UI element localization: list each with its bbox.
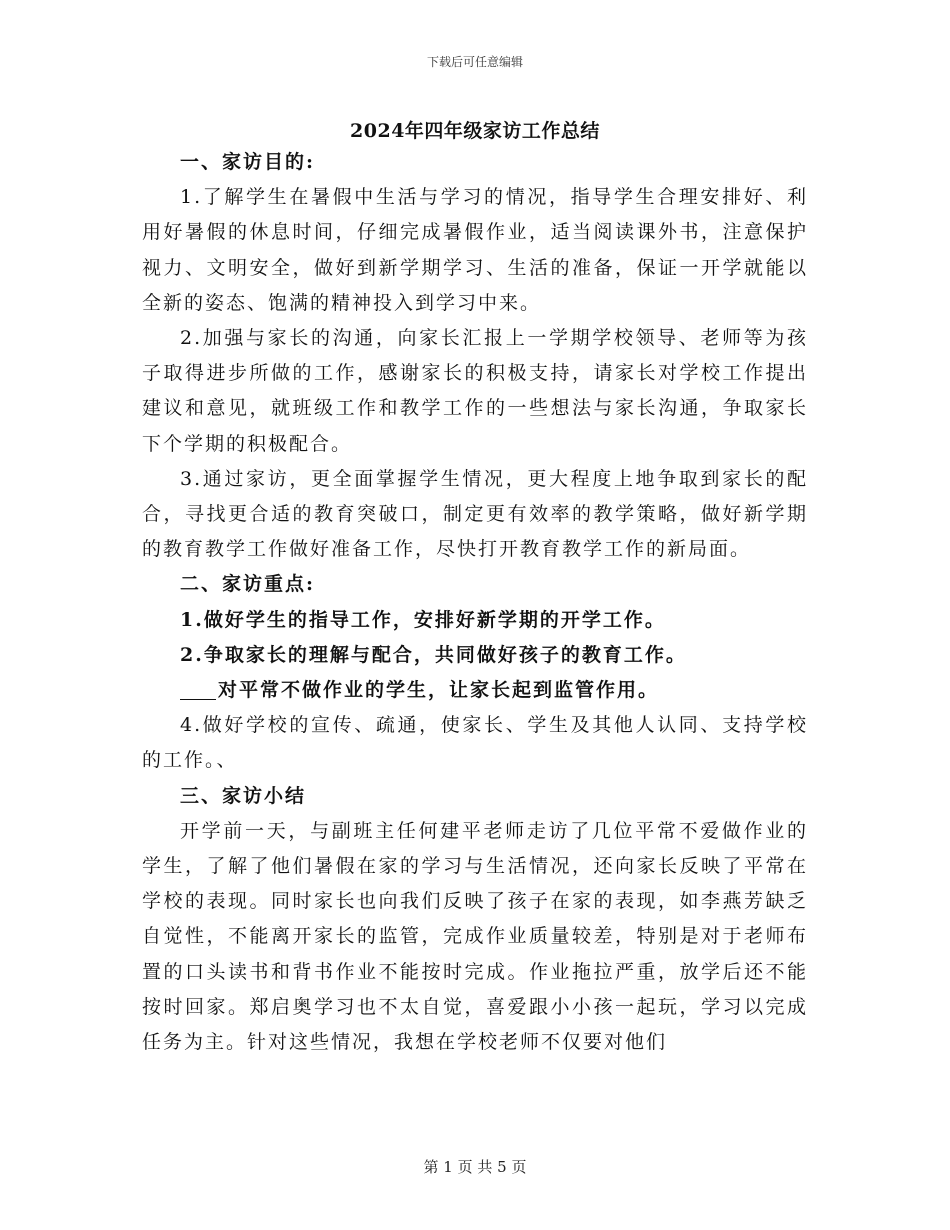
- section-1-paragraph-1: 1.了解学生在暑假中生活与学习的情况，指导学生合理安排好、利用好暑假的休息时间，仔细完成暑假作业，适当阅读课外书，注意保护视力、文明安全，做好到新学期学习、生活的准备，保证一开学就能以全新的姿态、饱满的精神投入到学习中来。: [142, 186, 808, 314]
- section-2-item-3-text: 对平常不做作业的学生，让家长起到监管作用。: [218, 679, 660, 702]
- page-indicator: 第 1 页 共 5 页: [423, 1158, 527, 1176]
- section-1-paragraph-3: 3.通过家访，更全面掌握学生情况，更大程度上地争取到家长的配合，寻找更合适的教育突破口，制定更有效率的教学策略，做好新学期的教育教学工作做好准备工作，尽快打开教育教学工作的新局面。: [142, 467, 808, 561]
- section-3-paragraph-1: 开学前一天，与副班主任何建平老师走访了几位平常不爱做作业的学生，了解了他们暑假在家的学习与生活情况，还向家长反映了平常在学校的表现。同时家长也向我们反映了孩子在家的表现，如李燕芳缺乏自觉性，不能离开家长的监管，完成作业质量较差，特别是对于老师布置的口头读书和背书作业不能按时完成。作业拖拉严重，放学后还不能按时回家。郑启奥学习也不太自觉，喜爱跟小小孩一起玩，学习以完成任务为主。针对这些情况，我想在学校老师不仅要对他们: [142, 819, 808, 1054]
- section-2-item-3: [142, 673, 808, 708]
- section-2-item-2: 2.争取家长的理解与配合，共同做好孩子的教育工作。: [180, 643, 687, 666]
- fill-in-blank: [180, 679, 216, 700]
- section-3-heading: 三、家访小结: [180, 784, 307, 807]
- document-title: 2024年四年级家访工作总结: [350, 120, 600, 142]
- header-note: 下载后可任意编辑: [426, 55, 523, 69]
- document-body: [142, 145, 808, 1060]
- section-2-item-4: 4.做好学校的宣传、疏通，使家长、学生及其他人认同、支持学校的工作。、: [142, 714, 808, 772]
- section-2-item-1: 1.做好学生的指导工作，安排好新学期的开学工作。: [180, 608, 666, 631]
- section-2-heading: 二、家访重点:: [180, 573, 316, 596]
- section-1-paragraph-2: 2.加强与家长的沟通，向家长汇报上一学期学校领导、老师等为孩子取得进步所做的工作，感谢家长的积极支持，请家长对学校工作提出建议和意见，就班级工作和教学工作的一些想法与家长沟通，争取家长下个学期的积极配合。: [142, 327, 808, 455]
- section-1-heading: 一、家访目的:: [180, 151, 316, 173]
